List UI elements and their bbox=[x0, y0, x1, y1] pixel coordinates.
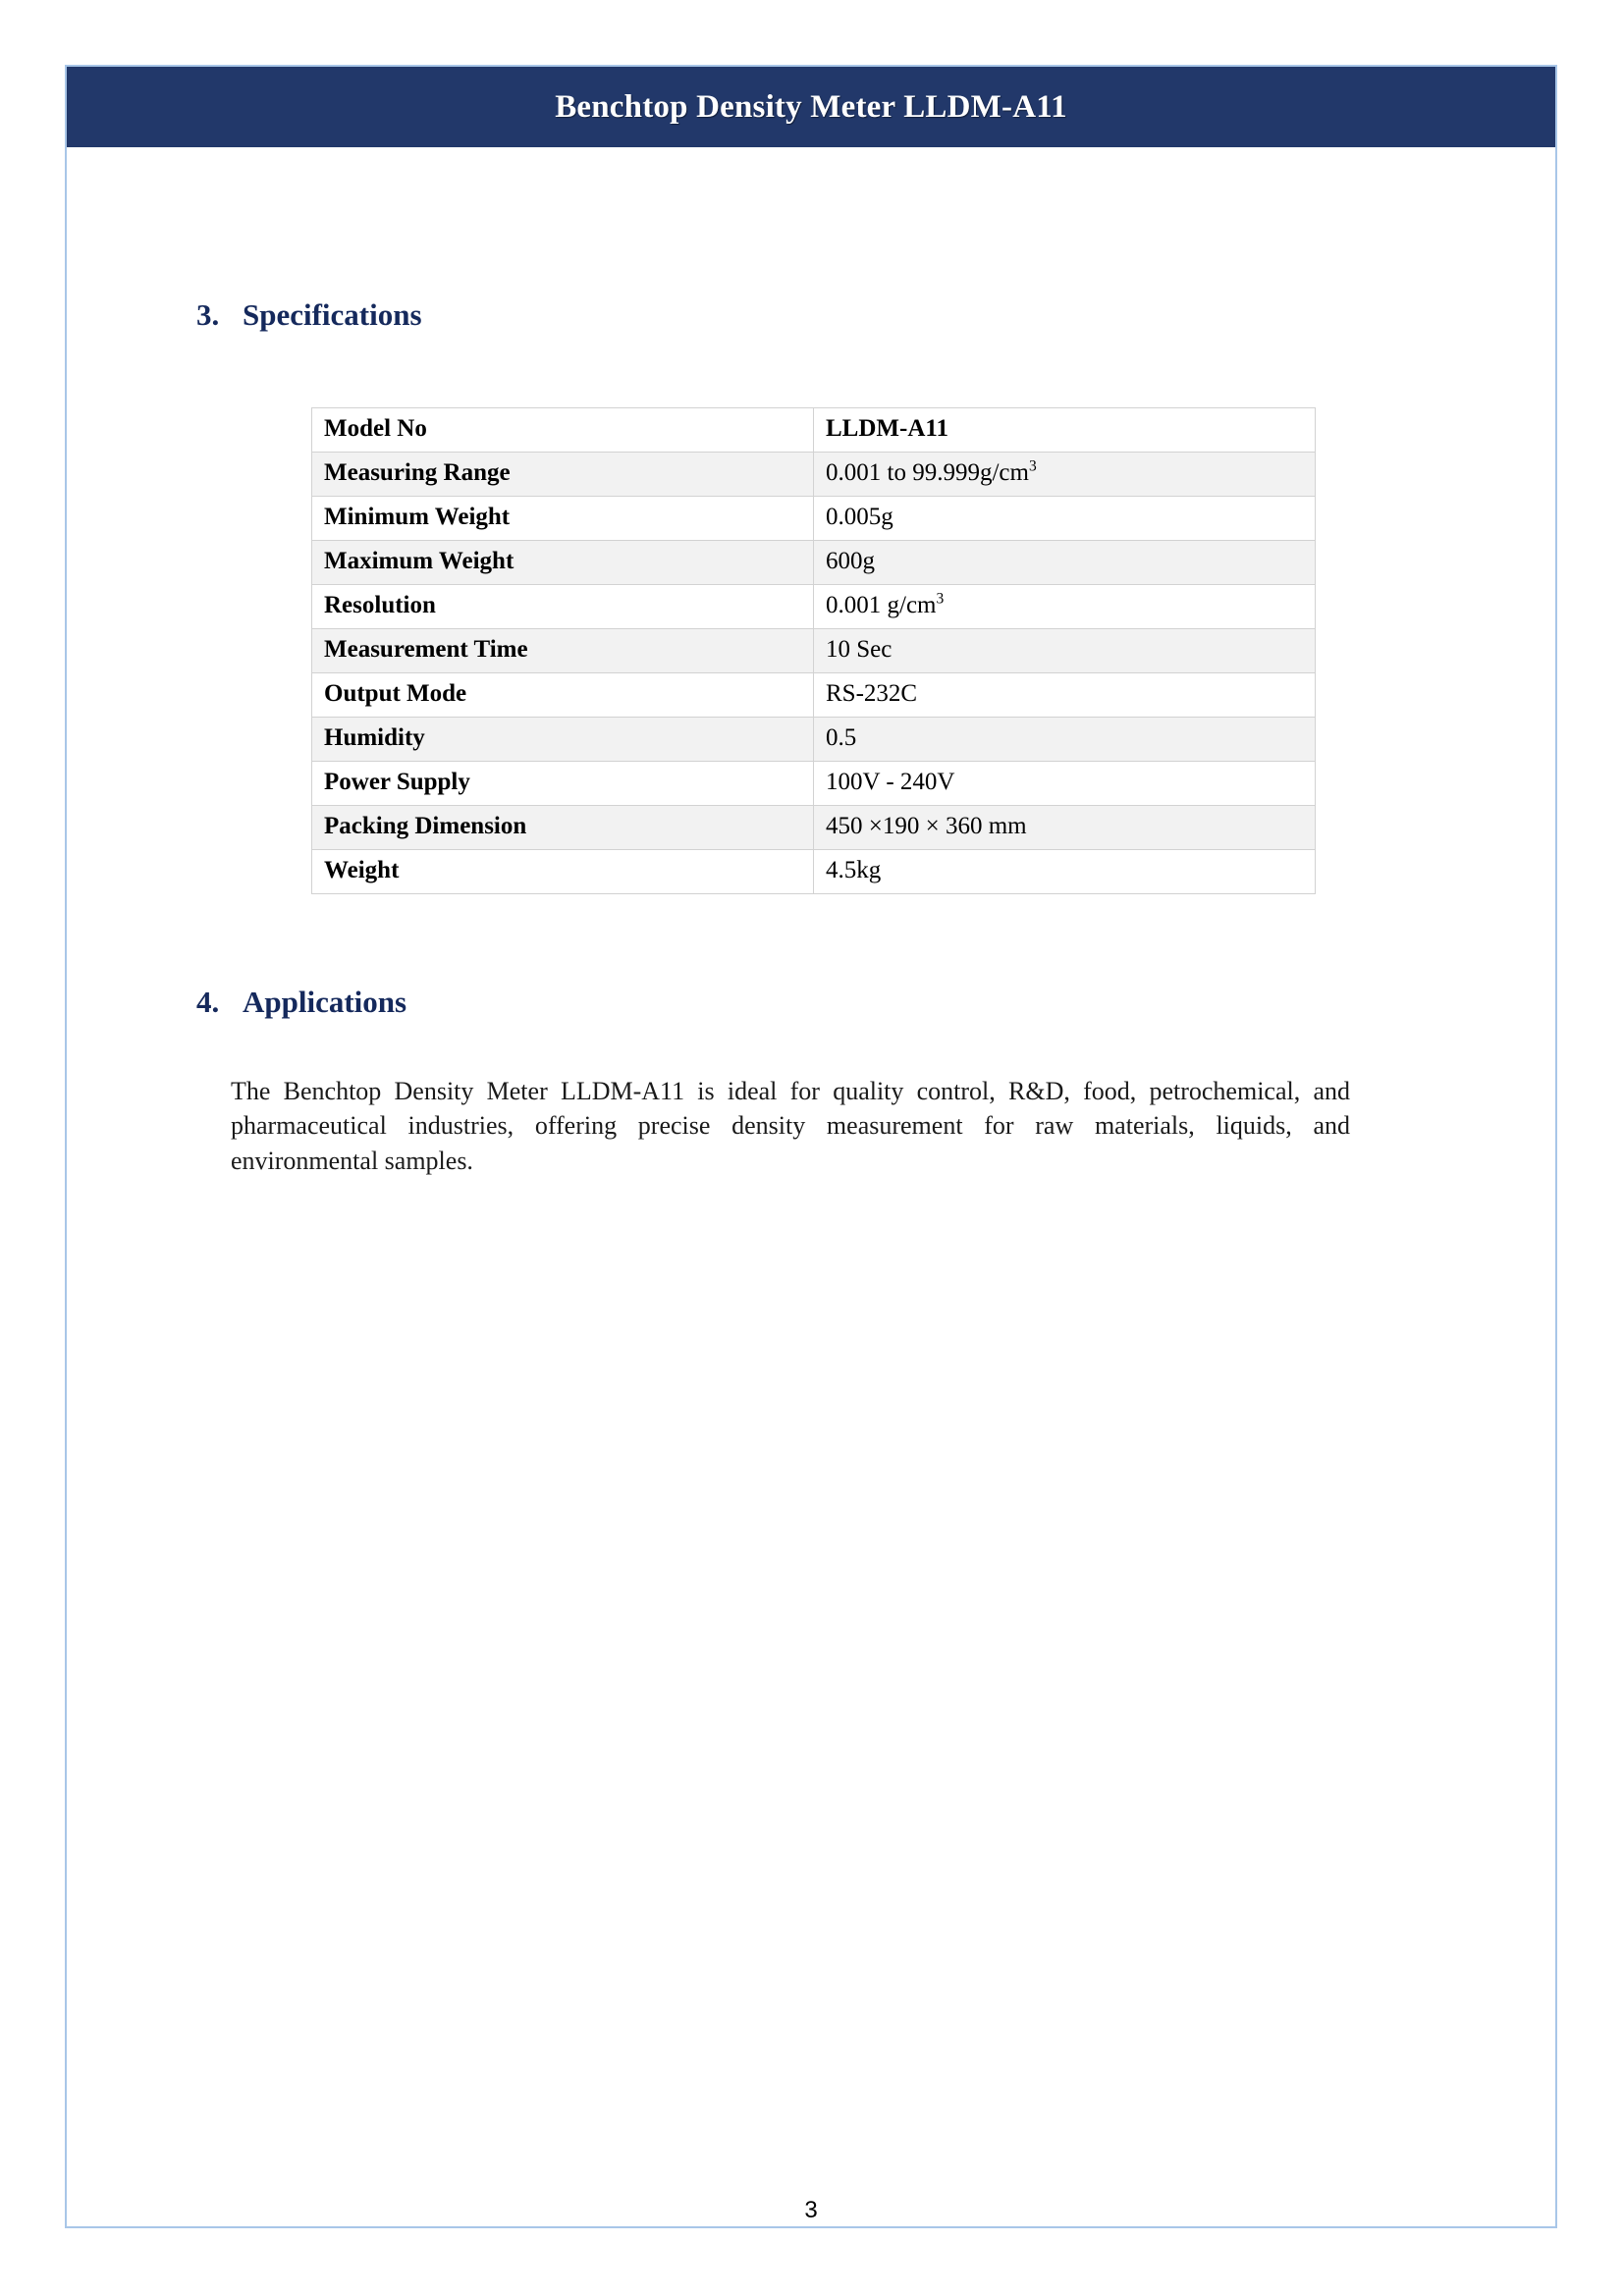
spec-value-cell bbox=[814, 541, 1316, 585]
specifications-table-body bbox=[312, 408, 1316, 894]
spec-value-cell bbox=[814, 453, 1316, 497]
spec-key-cell: Power Supply bbox=[312, 762, 814, 806]
spec-value-superscript: 3 bbox=[1028, 457, 1037, 475]
spec-value-text: 4.5kg bbox=[826, 857, 882, 883]
spec-value-text: 450 ×190 × 360 mm bbox=[826, 813, 1027, 839]
spec-value-cell bbox=[814, 673, 1316, 718]
spec-value-text: 10 Sec bbox=[826, 636, 893, 663]
section-title-applications: Applications bbox=[243, 985, 407, 1019]
spec-key-cell: Measuring Range bbox=[312, 453, 814, 497]
spec-value-text: 0.005g bbox=[826, 504, 893, 530]
document-header-banner bbox=[67, 67, 1555, 147]
section-heading-specifications bbox=[196, 297, 422, 333]
spec-key-cell: Measurement Time bbox=[312, 629, 814, 673]
spec-value-cell bbox=[814, 497, 1316, 541]
spec-value-cell bbox=[814, 585, 1316, 629]
spec-key-cell: Output Mode bbox=[312, 673, 814, 718]
section-title-specifications: Specifications bbox=[243, 297, 422, 332]
spec-key-cell: Humidity bbox=[312, 718, 814, 762]
spec-value-cell bbox=[814, 408, 1316, 453]
spec-value-superscript: 3 bbox=[936, 590, 945, 608]
spec-value-cell bbox=[814, 762, 1316, 806]
spec-value-text: 0.001 g/cm bbox=[826, 592, 937, 618]
table-row bbox=[312, 850, 1316, 894]
section-number-specifications: 3. bbox=[196, 297, 220, 332]
table-row bbox=[312, 453, 1316, 497]
spec-key-cell: Resolution bbox=[312, 585, 814, 629]
spec-value-text: 100V - 240V bbox=[826, 769, 955, 795]
spec-value-text: 0.5 bbox=[826, 724, 857, 751]
table-row bbox=[312, 806, 1316, 850]
table-row bbox=[312, 541, 1316, 585]
spec-value-cell bbox=[814, 718, 1316, 762]
applications-paragraph: The Benchtop Density Meter LLDM-A11 is ideal for quality control, R&D, food, petrochemical, and pharmaceutical industries, offering precise density measurement for raw materials, liquids, and environmental samples. bbox=[231, 1077, 1350, 1175]
table-row bbox=[312, 497, 1316, 541]
spec-key-cell: Minimum Weight bbox=[312, 497, 814, 541]
spec-value-cell bbox=[814, 850, 1316, 894]
spec-key-cell: Model No bbox=[312, 408, 814, 453]
document-title: Benchtop Density Meter LLDM-A11 bbox=[555, 88, 1067, 125]
spec-value-text: 0.001 to 99.999g/cm bbox=[826, 459, 1029, 486]
table-row bbox=[312, 629, 1316, 673]
spec-value-cell bbox=[814, 806, 1316, 850]
table-row bbox=[312, 718, 1316, 762]
section-heading-applications bbox=[196, 985, 406, 1020]
specifications-table bbox=[311, 407, 1316, 894]
page-content bbox=[67, 147, 1555, 2226]
spec-value-cell bbox=[814, 629, 1316, 673]
spec-value-text: RS-232C bbox=[826, 680, 918, 707]
table-row bbox=[312, 585, 1316, 629]
table-row bbox=[312, 408, 1316, 453]
table-row bbox=[312, 673, 1316, 718]
spec-value-text: 600g bbox=[826, 548, 875, 574]
table-row bbox=[312, 762, 1316, 806]
page-number: 3 bbox=[804, 2197, 818, 2223]
spec-value-text: LLDM-A11 bbox=[826, 415, 948, 442]
spec-key-cell: Weight bbox=[312, 850, 814, 894]
spec-key-cell: Packing Dimension bbox=[312, 806, 814, 850]
section-number-applications: 4. bbox=[196, 985, 220, 1019]
spec-key-cell: Maximum Weight bbox=[312, 541, 814, 585]
page-frame bbox=[65, 65, 1557, 2228]
